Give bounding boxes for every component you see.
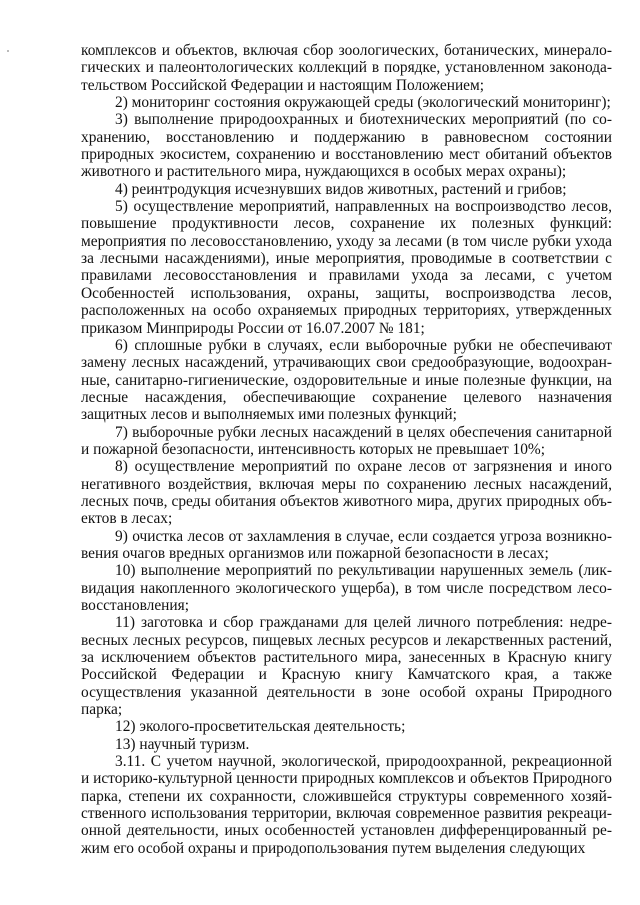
- scan-artifact: [7, 50, 9, 52]
- list-item-3: 3) выполнение природоохранных и биотехнических мероприятий (по сохранению, восстановлению и поддержанию в равновесном состоянии природных экосистем, сохранению и восстановлению мест обитаний объектов животного и растительного мира, нуждающихся в особых мерах охраны);: [81, 111, 612, 181]
- section-3-11-paragraph: 3.11. С учетом научной, экологической, природоохранной, рекреационной и историко-культурной ценности природных комплексов и объектов Природного парка, степени их сохранности, сложившейся структуры современного хозяйственного использования территории, включая современное развития рекреационной деятельности, иных особенностей установлен дифференцированный режим его особой охраны и природопользования путем выделения следующих: [81, 753, 612, 857]
- list-item-2: 2) мониторинг состояния окружающей среды (экологический мониторинг);: [115, 94, 611, 112]
- list-item-8: 8) осуществление мероприятий по охране лесов от загрязнения и иного негативного воздействия, включая меры по сохранению лесных насаждений, лесных почв, среды обитания объектов животного мира, других природных объектов в лесах;: [81, 458, 612, 528]
- list-item-11: 11) заготовка и сбор гражданами для целей личного потребления: недревесных лесных ресурсов, пищевых лесных ресурсов и лекарственных растений, за исключением объектов растительного мира, занесенных в Красную книгу Российской Федерации и Красную книгу Камчатского края, а также осуществления указанной деятельности в зоне особой охраны Природного парка;: [81, 614, 612, 719]
- list-item-5: 5) осуществление мероприятий, направленных на воспроизводство лесов, повышение продуктивности лесов, сохранение их полезных функций: мероприятия по лесовосстановлению, уходу за лесами (в том числе рубки ухода за лесными насаждениями), иные мероприятия, проводимые в соответствии с правилами лесовосстановления и правилами ухода за лесами, с учетом Особенностей использования, охраны, защиты, воспроизводства лесов, расположенных на особо охраняемых природных территориях, утвержденных приказом Минприроды России от 16.07.2007 № 181;: [81, 198, 612, 337]
- list-item-9: 9) очистка лесов от захламления в случае, если создается угроза возникновения очагов вредных организмов или пожарной безопасности в лесах;: [81, 527, 612, 562]
- list-item-4: 4) реинтродукция исчезнувших видов животных, растений и грибов;: [115, 180, 567, 198]
- list-item-13: 13) научный туризм.: [115, 735, 250, 753]
- list-item-12: 12) эколого-просветительская деятельность;: [115, 718, 406, 736]
- document-body: [81, 42, 612, 857]
- list-item-10: 10) выполнение мероприятий по рекультивации нарушенных земель (ликвидация накопленного экологического ущерба), в том числе посредством лесовосстановления;: [81, 562, 612, 614]
- list-item-6: 6) сплошные рубки в случаях, если выборочные рубки не обеспечивают замену лесных насаждений, утрачивающих свои средообразующие, водоохранные, санитарно-гигиенические, оздоровительные и иные полезные функции, на лесные насаждения, обеспечивающие сохранение целевого назначения защитных лесов и выполняемых ими полезных функций;: [81, 336, 612, 424]
- list-item-7: 7) выборочные рубки лесных насаждений в целях обеспечения санитарной и пожарной безопасности, интенсивность которых не превышает 10%;: [81, 423, 612, 458]
- paragraph-continuation: комплексов и объектов, включая сбор зоологических, ботанических, минералогических и палеонтологических коллекций в порядке, установленном законодательством Российской Федерации и настоящим Положением;: [81, 42, 612, 94]
